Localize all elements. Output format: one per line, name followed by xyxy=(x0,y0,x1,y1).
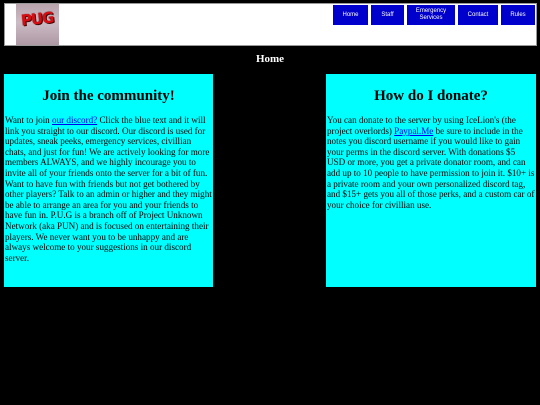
nav-staff-label: Staff xyxy=(381,11,394,18)
nav-rules-label: Rules xyxy=(510,11,526,18)
join-community-heading: Join the community! xyxy=(42,88,175,104)
nav-emergency-label-line1: Emergency xyxy=(415,8,447,14)
nav-contact-label: Contact xyxy=(467,11,489,18)
page-title: Home xyxy=(255,53,285,65)
nav-contact-button[interactable] xyxy=(457,4,499,26)
discord-link[interactable]: our discord? xyxy=(52,115,98,125)
nav-home-label: Home xyxy=(342,11,359,18)
nav-emergency-services-button[interactable] xyxy=(406,4,456,26)
pug-logo[interactable] xyxy=(16,4,59,45)
join-community-panel xyxy=(3,73,214,288)
donate-heading: How do I donate? xyxy=(374,88,488,104)
nav-rules-button[interactable] xyxy=(500,4,536,26)
paypal-link[interactable]: Paypal.Me xyxy=(394,125,434,136)
donate-text-before-link: You can donate to the server by using IceLion's (the project overlords) xyxy=(327,115,516,136)
nav-emergency-label-line2: Services xyxy=(419,15,443,21)
nav-staff-button[interactable] xyxy=(370,4,405,26)
site-header xyxy=(4,3,537,46)
donate-panel xyxy=(325,73,537,288)
join-community-text xyxy=(4,115,213,263)
donate-text xyxy=(326,115,536,210)
join-text-after-link: Click the blue text and it will link you straight to our discord. Our discord is used for updates, sneak peeks, emergency services, civillian chats, and just for fun! We are actively looking for more members ALWAYS, and we highly incourage you to invite all of your friends onto the server for a bit of fun. Want to have fun with friends but not get bothered by other players? Talk to an admin or higher and they might be able to arrange an area for you and your friends to have fun in. P.U.G is a branch off of Project Unknown Network (aka PUN) and is focused on entertaining their players. We never want you to be unhappy and are always welcome to your suggestions in our discord server. xyxy=(5,115,212,263)
donate-text-after-link: be sure to include in the notes you discord username if you would like to gain your perms in the discord server. With donations $5 USD or more, you get a private donator room, and can add up to 10 people to have permission to join it. $10+ is a private room and your own personalized discord tag, and $15+ gets you all of those perks, and a custom car of your choice for civillian use. xyxy=(327,125,535,210)
join-text-before-link: Want to join xyxy=(5,115,53,125)
nav-home-button[interactable] xyxy=(332,4,369,26)
logo-text: PUG xyxy=(20,8,55,30)
nav-emergency-label xyxy=(416,8,446,22)
